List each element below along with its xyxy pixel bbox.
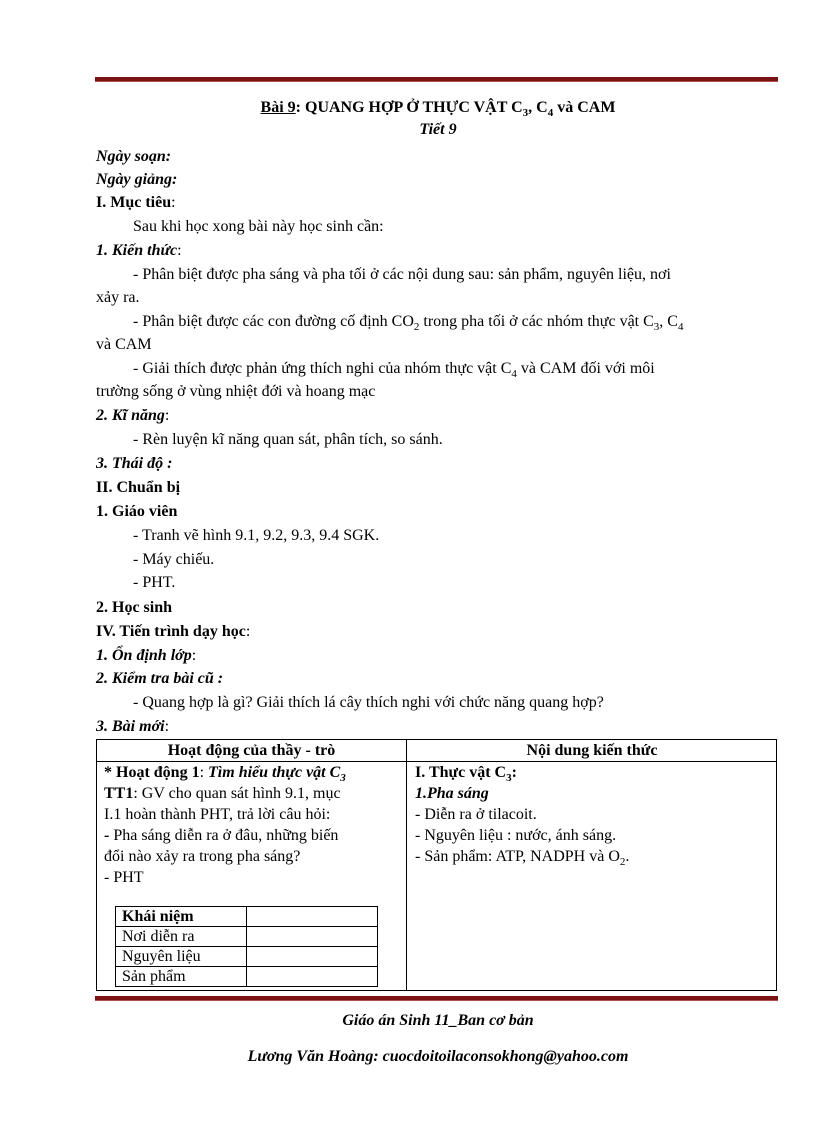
light-phase-location: - Diễn ra ở tilacoit. bbox=[415, 806, 537, 823]
skills-item-1: - Rèn luyện kĩ năng quan sát, phân tích, so sánh. bbox=[133, 431, 443, 448]
worksheet-label: Khái niệm bbox=[116, 907, 247, 927]
tt1-line-1: TT1: GV cho quan sát hình 9.1, mục bbox=[104, 785, 341, 802]
knowledge-item-1: - Phân biệt được pha sáng và pha tối ở các nội dung sau: sản phẩm, nguyên liệu, nơi bbox=[133, 266, 671, 283]
knowledge-item-3-cont: trường sống ở vùng nhiệt đới và hoang mạc bbox=[96, 383, 376, 400]
knowledge-item-2-cont: và CAM bbox=[96, 336, 152, 353]
process-heading: IV. Tiến trình dạy học: bbox=[96, 623, 251, 640]
student-heading: 2. Học sinh bbox=[96, 599, 173, 616]
worksheet-value bbox=[247, 927, 378, 947]
knowledge-item-1-cont: xảy ra. bbox=[96, 289, 140, 306]
knowledge-item-2: - Phân biệt được các con đường cố định $CO_2$ trong pha tối ở các nhóm thực vật $C_3$, $C_4$ bbox=[133, 313, 684, 334]
prep-date-label: Ngày soạn: bbox=[96, 148, 172, 165]
preparation-heading: II. Chuẩn bị bbox=[96, 479, 181, 496]
tt1-line-2: I.1 hoàn thành PHT, trả lời câu hỏi: bbox=[104, 806, 331, 823]
activity-1-title: * Hoạt động 1: Tìm hiểu thực vật $C_3$ bbox=[104, 764, 346, 785]
lesson-number: Tiết 9 bbox=[419, 121, 457, 138]
question-line-2: đổi nào xảy ra trong pha sáng? bbox=[104, 848, 301, 865]
knowledge-heading: 1. Kiến thức: bbox=[96, 242, 182, 259]
knowledge-item-3: - Giải thích được phản ứng thích nghi của nhóm thực vật $C_4$ và CAM đối với môi bbox=[133, 360, 655, 381]
footer-course: Giáo án Sinh 11_Ban cơ bản bbox=[342, 1012, 534, 1029]
pht-label: - PHT bbox=[104, 869, 144, 886]
check-old-question: - Quang hợp là gì? Giải thích lá cây thích nghi với chức năng quang hợp? bbox=[133, 694, 604, 711]
teacher-heading: 1. Giáo viên bbox=[96, 503, 178, 520]
table-row bbox=[116, 967, 378, 987]
objectives-heading: I. Mục tiêu: bbox=[96, 194, 176, 211]
worksheet-label: Nguyên liệu bbox=[116, 947, 247, 967]
worksheet-table bbox=[115, 906, 378, 987]
worksheet-value bbox=[247, 967, 378, 987]
stabilize-heading: 1. Ổn định lớp: bbox=[96, 647, 197, 664]
check-old-heading: 2. Kiểm tra bài cũ : bbox=[96, 670, 224, 687]
table-header-activities: Hoạt động của thầy - trò bbox=[167, 742, 336, 759]
light-phase-inputs: - Nguyên liệu : nước, ánh sáng. bbox=[415, 827, 617, 844]
light-phase-heading: 1.Pha sáng bbox=[415, 785, 489, 802]
table-row bbox=[116, 947, 378, 967]
attitude-heading: 3. Thái độ : bbox=[96, 455, 173, 472]
new-lesson-heading: 3. Bài mới: bbox=[96, 718, 170, 735]
worksheet-value bbox=[247, 907, 378, 927]
skills-heading: 2. Kĩ năng: bbox=[96, 407, 170, 424]
objectives-intro: Sau khi học xong bài này học sinh cần: bbox=[133, 218, 384, 235]
plant-c3-heading: I. Thực vật $C_3$: bbox=[415, 764, 517, 785]
teacher-item-3: - PHT. bbox=[133, 574, 176, 591]
worksheet-label: Nơi diễn ra bbox=[116, 927, 247, 947]
teacher-item-2: - Máy chiếu. bbox=[133, 551, 215, 568]
light-phase-products: - Sản phẩm: ATP, NADPH và $O_2$. bbox=[415, 848, 630, 869]
question-line-1: - Pha sáng diễn ra ở đâu, những biến bbox=[104, 827, 339, 844]
worksheet-value bbox=[247, 947, 378, 967]
teacher-item-1: - Tranh vẽ hình 9.1, 9.2, 9.3, 9.4 SGK. bbox=[133, 527, 380, 544]
table-column-divider bbox=[406, 740, 407, 990]
header-rule bbox=[95, 77, 778, 81]
teach-date-label: Ngày giảng: bbox=[96, 171, 178, 188]
worksheet-label: Sản phẩm bbox=[116, 967, 247, 987]
footer-rule bbox=[95, 996, 778, 1000]
table-header-content: Nội dung kiến thức bbox=[526, 742, 658, 759]
table-row bbox=[116, 907, 378, 927]
footer-author: Lương Văn Hoàng: cuocdoitoilaconsokhong@yahoo.com bbox=[247, 1048, 629, 1065]
page-title: Bài 9: QUANG HỢP Ở THỰC VẬT $C_3$, $C_4$ và CAM bbox=[260, 99, 616, 120]
table-row bbox=[116, 927, 378, 947]
